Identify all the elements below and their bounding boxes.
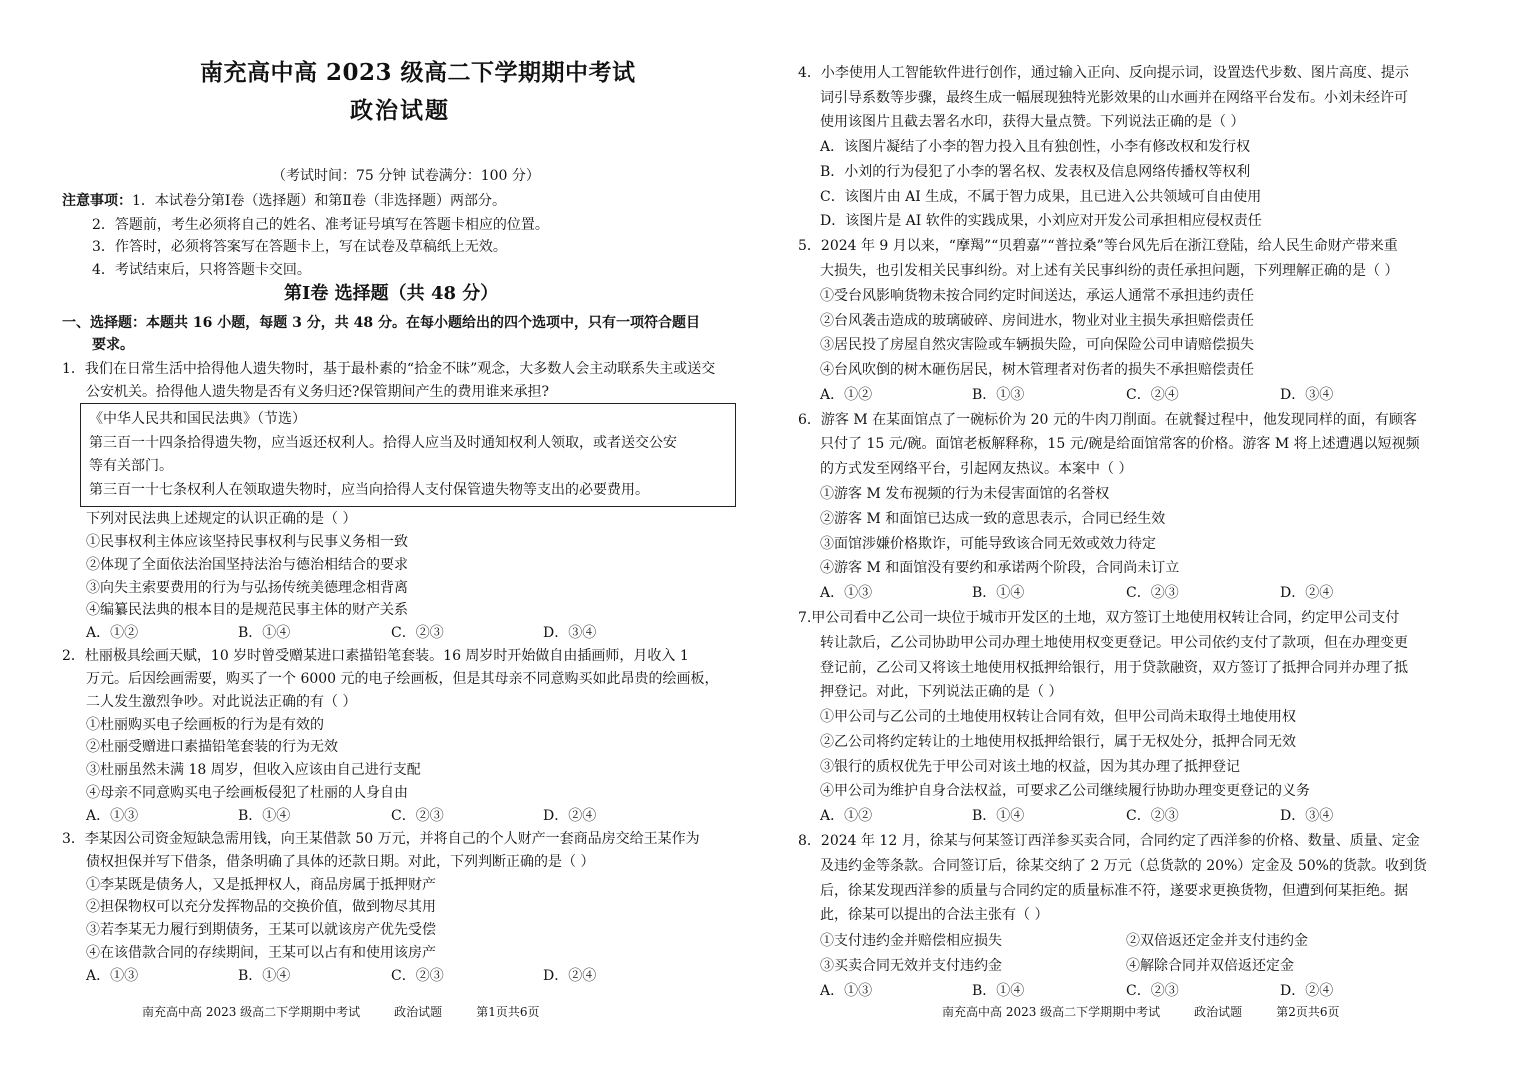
page-footer xyxy=(142,1003,573,1020)
option-c[interactable]: C．②③ xyxy=(1126,585,1179,601)
notes-line-1 xyxy=(62,192,506,210)
option-d[interactable]: D．②④ xyxy=(543,968,597,984)
option-c[interactable]: C．②③ xyxy=(391,625,444,641)
section-instruction: 一、选择题：本题共 16 小题，每题 3 分，共 48 分。在每小题给出的四个选项中，只有一项符合题目 xyxy=(62,315,700,331)
question-item: ②体现了全面依法治国坚持法治与德治相结合的要求 xyxy=(86,557,408,573)
question-stem: 7.甲公司看中乙公司一块位于城市开发区的土地，双方签订土地使用权转让合同，约定甲公司支付 xyxy=(798,610,1400,626)
question-option-statement[interactable]: B．小刘的行为侵犯了小李的署名权、发表权及信息网络传播权等权利 xyxy=(820,164,1251,180)
question-item: ③银行的质权优先于甲公司对该土地的权益，因为其办理了抵押登记 xyxy=(820,759,1240,775)
question-item: ②台风袭击造成的玻璃破碎、房间进水，物业对业主损失承担赔偿责任 xyxy=(820,313,1254,329)
question-stem: 及违约金等条款。合同签订后，徐某交纳了 2 万元（总货款的 20%）定金及 50%的货款。收到货 xyxy=(820,858,1427,874)
footer-page-number: 第1页共6页 xyxy=(476,1005,540,1019)
question-stem: 大损失，也引发相关民事纠纷。对上述有关民事纠纷的责任承担问题，下列理解正确的是（ ） xyxy=(820,263,1399,279)
box-line: 等有关部门。 xyxy=(89,458,173,474)
question-item: ③杜丽虽然未满 18 周岁，但收入应该由自己进行支配 xyxy=(86,762,421,778)
question-stem: 只付了 15 元/碗。面馆老板解释称，15 元/碗是给面馆常客的价格。游客 M 将上述遭遇以短视频 xyxy=(820,436,1420,452)
question-item: ③面馆涉嫌价格欺诈，可能导致该合同无效或效力待定 xyxy=(820,536,1156,552)
option-b[interactable]: B．①③ xyxy=(972,387,1025,403)
question-stem: 4．小李使用人工智能软件进行创作，通过输入正向、反向提示词，设置迭代步数、图片高度、提示 xyxy=(798,65,1409,81)
option-c[interactable]: C．②③ xyxy=(1126,808,1179,824)
question-stem: 押登记。对此，下列说法正确的是（ ） xyxy=(820,684,1063,700)
question-stem: 词引导系数等步骤，最终生成一幅展现独特光影效果的山水画并在网络平台发布。小刘未经许可 xyxy=(820,90,1408,106)
question-item: ①游客 M 发布视频的行为未侵害面馆的名誉权 xyxy=(820,486,1110,502)
note-item: 4．考试结束后，只将答题卡交回。 xyxy=(92,262,311,278)
question-stem: 2．杜丽极具绘画天赋，10 岁时曾受赠某进口素描铅笔套装。16 周岁时开始做自由插画师，月收入 1 xyxy=(62,648,689,664)
question-stem: 6．游客 M 在某面馆点了一碗标价为 20 元的牛肉刀削面。在就餐过程中，他发现同样的面，有顾客 xyxy=(798,412,1417,428)
option-a[interactable]: A．①② xyxy=(820,808,873,824)
question-item: ③若李某无力履行到期债务，王某可以就该房产优先受偿 xyxy=(86,922,436,938)
option-a[interactable]: A．①③ xyxy=(86,968,139,984)
question-stem: 后，徐某发现西洋参的质量与合同约定的质量标准不符，遂要求更换货物，但遭到何某拒绝。据 xyxy=(820,883,1408,899)
option-b[interactable]: B．①④ xyxy=(238,808,291,824)
section-title: 第Ⅰ卷 选择题（共 48 分） xyxy=(284,283,499,304)
note-item: 3．作答时，必须将答案写在答题卡上，写在试卷及草稿纸上无效。 xyxy=(92,239,507,255)
question-item: ①支付违约金并赔偿相应损失 xyxy=(820,933,1002,949)
question-stem: 8．2024 年 12 月，徐某与何某签订西洋参买卖合同，合同约定了西洋参的价格、数量、质量、定金 xyxy=(798,833,1420,849)
question-stem: 转让款后，乙公司协助甲公司办理土地使用权变更登记。甲公司依约支付了款项，但在办理变更 xyxy=(820,635,1408,651)
question-item: ①受台风影响货物未按合同约定时间送达，承运人通常不承担违约责任 xyxy=(820,288,1254,304)
option-d[interactable]: D．②④ xyxy=(543,808,597,824)
footer-subject: 政治试题 xyxy=(394,1005,443,1019)
question-item: ②乙公司将约定转让的土地使用权抵押给银行，属于无权处分，抵押合同无效 xyxy=(820,734,1296,750)
question-stem: 二人发生激烈争吵。对此说法正确的有（ ） xyxy=(86,694,357,710)
question-option-statement[interactable]: C．该图片由 AI 生成，不属于智力成果，且已进入公共领域可自由使用 xyxy=(820,189,1262,205)
question-item: ④游客 M 和面馆没有要约和承诺两个阶段，合同尚未订立 xyxy=(820,560,1180,576)
box-line: 《中华人民共和国民法典》（节选） xyxy=(89,411,306,427)
box-line: 第三百一十七条权利人在领取遗失物时，应当向拾得人支付保管遗失物等支出的必要费用。 xyxy=(89,482,649,498)
question-stem: 的方式发至网络平台，引起网友热议。本案中（ ） xyxy=(820,461,1133,477)
question-stem: 登记前，乙公司又将该土地使用权抵押给银行，用于贷款融资，双方签订了抵押合同并办理了抵 xyxy=(820,660,1408,676)
option-d[interactable]: D．③④ xyxy=(1280,808,1334,824)
question-item: ①民事权利主体应该坚持民事权利与民事义务相一致 xyxy=(86,534,408,550)
option-a[interactable]: A．①② xyxy=(86,625,139,641)
question-item: ④甲公司为维护自身合法权益，可要求乙公司继续履行协助办理变更登记的义务 xyxy=(820,783,1310,799)
question-item: ③向失主索要费用的行为与弘扬传统美德理念相背离 xyxy=(86,580,408,596)
question-item: ④母亲不同意购买电子绘画板侵犯了杜丽的人身自由 xyxy=(86,785,408,801)
question-stem: 1．我们在日常生活中拾得他人遗失物时，基于最朴素的“拾金不昧”观念，大多数人会主动联系失主或送交 xyxy=(62,361,716,377)
notes-label: 注意事项： xyxy=(62,193,132,209)
option-c[interactable]: C．②③ xyxy=(391,968,444,984)
question-stem: 公安机关。拾得他人遗失物是否有义务归还?保管期间产生的费用谁来承担? xyxy=(86,384,550,400)
exam-title: 南充高中高 2023 级高二下学期期中考试 xyxy=(200,59,636,86)
question-item: ④解除合同并双倍返还定金 xyxy=(1126,958,1294,974)
question-item: ②双倍返还定金并支付违约金 xyxy=(1126,933,1308,949)
note-item: 2．答题前，考生必须将自己的姓名、准考证号填写在答题卡相应的位置。 xyxy=(92,217,549,233)
option-d[interactable]: D．③④ xyxy=(1280,387,1334,403)
law-excerpt-box xyxy=(80,403,736,507)
question-option-statement[interactable]: A．该图片凝结了小李的智力投入且有独创性，小李有修改权和发行权 xyxy=(820,139,1251,155)
question-stem: 下列对民法典上述规定的认识正确的是（ ） xyxy=(86,511,357,527)
box-line: 第三百一十四条拾得遗失物，应当返还权利人。拾得人应当及时通知权利人领取，或者送交公安 xyxy=(89,435,677,451)
question-item: ④在该借款合同的存续期间，王某可以占有和使用该房产 xyxy=(86,945,436,961)
question-stem: 此，徐某可以提出的合法主张有（ ） xyxy=(820,907,1049,923)
question-item: ②游客 M 和面馆已达成一致的意思表示，合同已经生效 xyxy=(820,511,1166,527)
option-a[interactable]: A．①③ xyxy=(820,585,873,601)
option-c[interactable]: C．②③ xyxy=(391,808,444,824)
option-d[interactable]: D．②④ xyxy=(1280,983,1334,999)
option-d[interactable]: D．③④ xyxy=(543,625,597,641)
option-c[interactable]: C．②④ xyxy=(1126,387,1179,403)
footer-subject: 政治试题 xyxy=(1194,1005,1243,1019)
exam-info: （考试时间：75 分钟 试卷满分：100 分） xyxy=(272,168,540,184)
question-item: ③居民投了房屋自然灾害险或车辆损失险，可向保险公司申请赔偿损失 xyxy=(820,337,1254,353)
question-stem: 3．李某因公司资金短缺急需用钱，向王某借款 50 万元，并将自己的个人财产一套商品房交给王某作为 xyxy=(62,831,700,847)
option-b[interactable]: B．①④ xyxy=(238,968,291,984)
section-instruction-cont: 要求。 xyxy=(92,337,134,353)
question-stem: 债权担保并写下借条，借条明确了具体的还款日期。对此，下列判断正确的是（ ） xyxy=(86,854,595,870)
option-b[interactable]: B．①④ xyxy=(972,585,1025,601)
exam-subject: 政治试题 xyxy=(350,97,450,124)
footer-page-number: 第2页共6页 xyxy=(1276,1005,1340,1019)
option-a[interactable]: A．①③ xyxy=(86,808,139,824)
footer-school: 南充高中高 2023 级高二下学期期中考试 xyxy=(942,1005,1161,1019)
question-item: ①甲公司与乙公司的土地使用权转让合同有效，但甲公司尚未取得土地使用权 xyxy=(820,709,1296,725)
option-a[interactable]: A．①② xyxy=(820,387,873,403)
option-b[interactable]: B．①④ xyxy=(972,983,1025,999)
option-c[interactable]: C．②③ xyxy=(1126,983,1179,999)
question-item: ①杜丽购买电子绘画板的行为是有效的 xyxy=(86,717,324,733)
page-footer xyxy=(942,1003,1373,1020)
question-item: ④台风吹倒的树木砸伤居民，树木管理者对伤者的损失不承担赔偿责任 xyxy=(820,362,1254,378)
question-item: ③买卖合同无效并支付违约金 xyxy=(820,958,1002,974)
option-b[interactable]: B．①④ xyxy=(972,808,1025,824)
question-option-statement[interactable]: D．该图片是 AI 软件的实践成果，小刘应对开发公司承担相应侵权责任 xyxy=(820,213,1262,229)
question-item: ④编纂民法典的根本目的是规范民事主体的财产关系 xyxy=(86,602,408,618)
question-item: ①李某既是债务人，又是抵押权人，商品房属于抵押财产 xyxy=(86,877,436,893)
option-b[interactable]: B．①④ xyxy=(238,625,291,641)
option-a[interactable]: A．①③ xyxy=(820,983,873,999)
question-stem: 使用该图片且截去署名水印，获得大量点赞。下列说法正确的是（ ） xyxy=(820,114,1245,130)
question-stem: 万元。后因绘画需要，购买了一个 6000 元的电子绘画板，但是其母亲不同意购买如此昂贵的绘画板， xyxy=(86,671,719,687)
question-item: ②杜丽受赠进口素描铅笔套装的行为无效 xyxy=(86,739,338,755)
option-d[interactable]: D．②④ xyxy=(1280,585,1334,601)
question-stem: 5．2024 年 9 月以来，“摩羯”“贝碧嘉”“普拉桑”等台风先后在浙江登陆，给人民生命财产带来重 xyxy=(798,238,1398,254)
footer-school: 南充高中高 2023 级高二下学期期中考试 xyxy=(142,1005,361,1019)
question-item: ②担保物权可以充分发挥物品的交换价值，做到物尽其用 xyxy=(86,899,436,915)
note-item: 1．本试卷分第Ⅰ卷（选择题）和第Ⅱ卷（非选择题）两部分。 xyxy=(132,193,506,209)
